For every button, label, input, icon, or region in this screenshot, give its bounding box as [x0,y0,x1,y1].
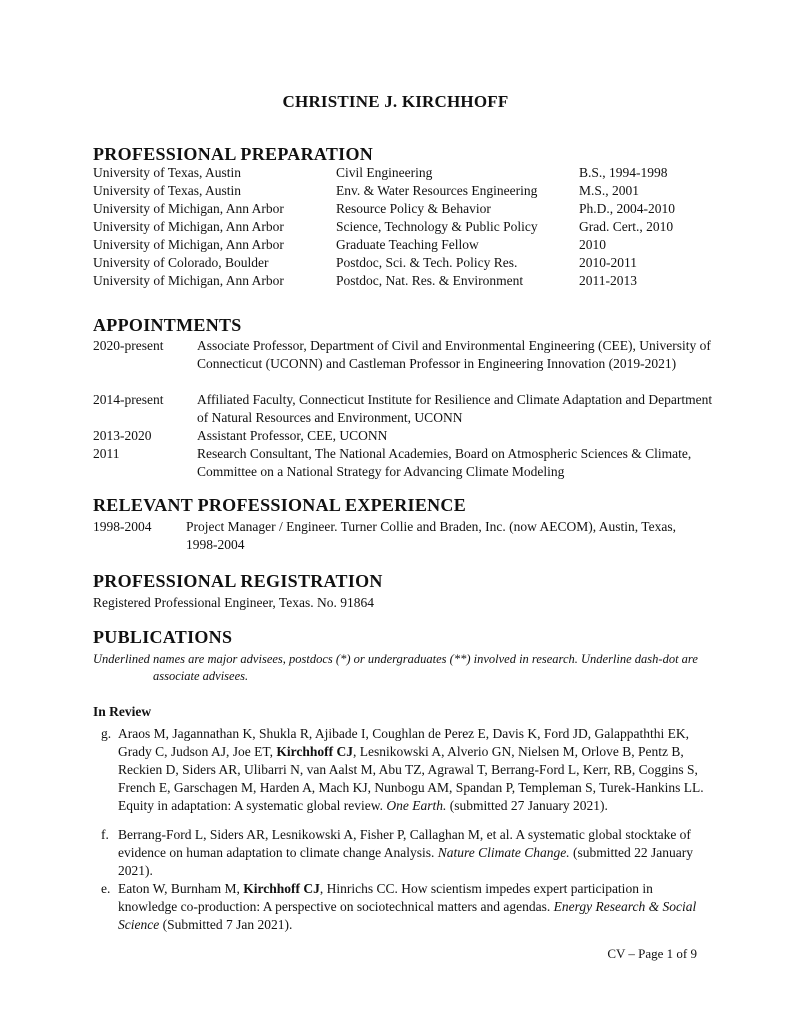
preparation-field: Postdoc, Sci. & Tech. Policy Res. [336,255,518,270]
publication-citation [118,880,713,934]
preparation-field: Env. & Water Resources Engineering [336,183,538,198]
preparation-degree: 2011-2013 [579,273,637,288]
preparation-field: Resource Policy & Behavior [336,201,491,216]
appointment-text: Assistant Professor, CEE, UCONN [197,428,388,443]
preparation-degree: 2010-2011 [579,255,637,270]
appointment-years: 2020-present [93,338,164,353]
preparation-school: University of Michigan, Ann Arbor [93,273,284,288]
appointment-text: Research Consultant, The National Academies, Board on Atmospheric Sciences & Climate, Committee on a National Strategy for Advancing Climate Modeling [197,446,692,479]
publication-venue: Energy Research & Social Science [118,899,697,932]
appointments-heading: APPOINTMENTS [93,315,242,335]
preparation-row [93,182,713,200]
appointment-years: 2013-2020 [93,428,152,443]
publication-authors: Araos M, Jagannathan K, Shukla R, Ajibade I, Coughlan de Perez E, Davis K, Ford JD, Galappaththi EK, Grady C, Judson AJ, Joe ET, [118,726,690,759]
preparation-school: University of Michigan, Ann Arbor [93,201,284,216]
preparation-row [93,272,713,290]
appointment-text: Associate Professor, Department of Civil and Environmental Engineering (CEE), University of Connecticut (UCONN) and Castleman Professor in Engineering Innovation (2019-2021) [197,338,711,371]
appointment-years: 2011 [93,446,120,461]
publication-label: g. [101,726,112,741]
preparation-degree: Ph.D., 2004-2010 [579,201,676,216]
publications-note-line1: Underlined names are major advisees, postdocs (*) or undergraduates (**) involved in research. Underline dash-dot are [93,652,698,666]
publications-heading: PUBLICATIONS [93,627,233,647]
publication-authors: Eaton W, Burnham M, [118,881,244,896]
registration-heading: PROFESSIONAL REGISTRATION [93,571,383,591]
preparation-row [93,218,713,236]
publication-bold-author: Kirchhoff CJ [243,881,320,896]
cv-name: CHRISTINE J. KIRCHHOFF [282,92,509,111]
publication-label: f. [101,827,109,842]
preparation-field: Postdoc, Nat. Res. & Environment [336,273,524,288]
publication-status: (Submitted 7 Jan 2021). [159,917,293,932]
publications-note-line2: associate advisees. [153,669,249,683]
publication-citation [118,725,713,815]
preparation-school: University of Texas, Austin [93,183,242,198]
publication-venue: One Earth. [386,798,447,813]
preparation-field: Civil Engineering [336,165,433,180]
preparation-row [93,236,713,254]
publication-authors: Berrang-Ford L, Siders AR, Lesnikowski A, Fisher P, Callaghan M, et al. A systematic global stocktake of evidence on human adaptation to climate change Analysis. [118,827,691,860]
preparation-school: University of Michigan, Ann Arbor [93,219,284,234]
appointment-years: 2014-present [93,392,164,407]
publication-body: , Hinrichs CC. How scientism impedes expert participation in knowledge co-production: A perspective on sociotechnical matters and agendas. [118,881,653,914]
registration-text: Registered Professional Engineer, Texas. No. 91864 [93,595,374,610]
preparation-row [93,200,713,218]
publication-status: (submitted 27 January 2021). [446,798,608,813]
preparation-field: Graduate Teaching Fellow [336,237,479,252]
experience-text: Project Manager / Engineer. Turner Collie and Braden, Inc. (now AECOM), Austin, Texas, 1998-2004 [186,519,676,552]
preparation-row [93,164,713,182]
experience-years: 1998-2004 [93,519,152,534]
preparation-field: Science, Technology & Public Policy [336,219,538,234]
publication-body: , Lesnikowski A, Alverio GN, Nielsen M, Orlove B, Pentz B, Reckien D, Siders AR, Ulibarri N, van Aalst M, Abu TZ, Agrawal T, Berrang-Ford L, Kerr, RB, Coggins S, French E, Garschagen M, Harden A, Mach KJ, Nunbogu AM, Spandan P, Templeman S, Turek-Hankins LL. Equity in adaptation: A systematic global review. [118,744,704,813]
publication-bold-author: Kirchhoff CJ [276,744,353,759]
in-review-subheading: In Review [93,704,152,719]
publication-status: (submitted 22 January 2021). [118,845,694,878]
preparation-degree: 2010 [579,237,606,252]
preparation-school: University of Michigan, Ann Arbor [93,237,284,252]
preparation-degree: Grad. Cert., 2010 [579,219,674,234]
experience-heading: RELEVANT PROFESSIONAL EXPERIENCE [93,495,467,515]
preparation-row [93,254,713,272]
preparation-school: University of Texas, Austin [93,165,242,180]
appointment-text: Affiliated Faculty, Connecticut Institute for Resilience and Climate Adaptation and Department of Natural Resources and Environment, UCONN [197,392,713,425]
preparation-degree: M.S., 2001 [579,183,640,198]
publications-note [93,651,708,685]
publication-venue: Nature Climate Change. [437,845,570,860]
publication-label: e. [101,881,111,896]
preparation-school: University of Colorado, Boulder [93,255,269,270]
preparation-degree: B.S., 1994-1998 [579,165,668,180]
preparation-heading: PROFESSIONAL PREPARATION [93,144,374,164]
publication-citation [118,826,713,880]
page-footer: CV – Page 1 of 9 [607,946,697,961]
